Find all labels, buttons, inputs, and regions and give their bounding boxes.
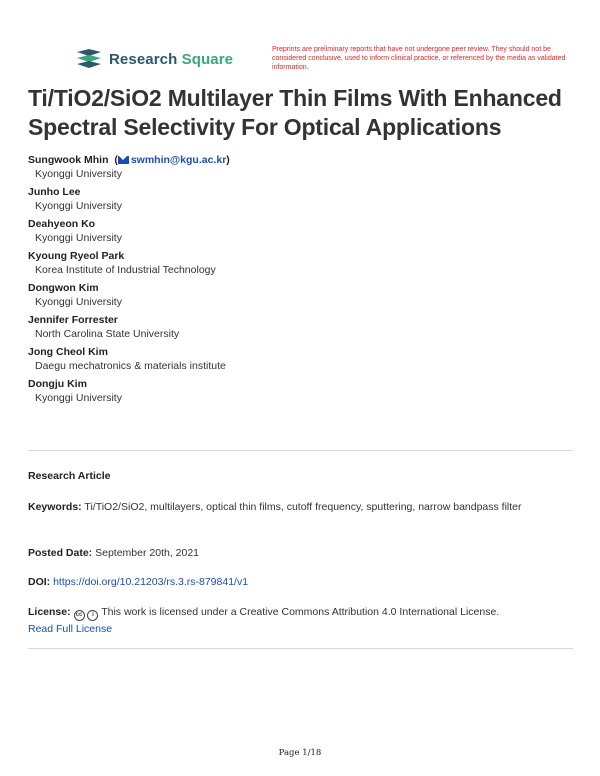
attribution-icon: i [87,610,98,621]
author-name [28,153,580,167]
author-name-text: Sungwook Mhin [28,154,109,166]
page-number: Page 1/18 [278,748,322,758]
posted-date-section [28,545,573,561]
paper-title: Ti/TiO2/SiO2 Multilayer Thin Films With Enhanced Spectral Selectivity For Optical Applications [28,85,562,140]
license-label: License: [28,606,71,618]
author-list [28,153,580,409]
doi-link[interactable]: https://doi.org/10.21203/rs.3.rs-879841/v1 [53,576,249,588]
author-name: Jong Cheol Kim [28,346,108,358]
envelope-icon [118,156,129,164]
read-full-license-link[interactable]: Read Full License [28,623,113,635]
keywords-label: Keywords: [28,501,82,513]
author-name: Dongju Kim [28,378,87,390]
doi-section [28,574,573,590]
article-type [28,468,573,484]
author-name: Dongwon Kim [28,282,99,294]
author-item [28,217,580,245]
divider-bottom [28,648,573,649]
author-affiliation: North Carolina State University [35,328,180,340]
logo-wordmark [109,51,233,68]
author-affiliation: Kyonggi University [35,392,122,404]
author-name: Deahyeon Ko [28,218,96,230]
author-item [28,281,580,309]
posted-date-label: Posted Date: [28,547,93,559]
author-affiliation: Korea Institute of Industrial Technology [35,264,216,276]
posted-date-value: September 20th, 2021 [95,547,200,559]
logo-word-square: Square [181,50,234,68]
preprint-notice: Preprints are preliminary reports that have not undergone peer review. They should not be considered conclusive, used to inform clinical practice, or referenced by the media as validated information. [272,46,566,71]
author-affiliation: Kyonggi University [35,168,122,180]
author-email-link[interactable]: swmhin@kgu.ac.kr [130,154,227,166]
author-name: Kyoung Ryeol Park [28,250,125,262]
author-item [28,313,580,341]
author-affiliation: Daegu mechatronics & materials institute [35,360,226,372]
author-name: Junho Lee [28,186,81,198]
logo-word-research: Research [109,50,178,68]
doi-label: DOI: [28,576,51,588]
license-text: This work is licensed under a Creative Commons Attribution 4.0 International License. [101,606,500,618]
author-item [28,377,580,405]
author-affiliation: Kyonggi University [35,200,122,212]
author-affiliation: Kyonggi University [35,232,122,244]
article-type-label: Research Article [28,470,111,482]
keywords-value: Ti/TiO2/SiO2, multilayers, optical thin films, cutoff frequency, sputtering, narrow bandpass filter [84,501,522,513]
divider-top [28,450,573,451]
author-affiliation: Kyonggi University [35,296,122,308]
research-square-logo[interactable] [75,48,233,70]
research-square-logo-icon [75,48,103,70]
creative-commons-icon: cc [74,610,85,621]
license-section [28,604,573,637]
author-item [28,249,580,277]
author-name: Jennifer Forrester [28,314,118,326]
author-email-wrapper: ( swmhin@kgu.ac.kr) [111,154,230,166]
author-item [28,345,580,373]
author-item [28,185,580,213]
author-item [28,153,580,181]
keywords-section [28,499,573,515]
